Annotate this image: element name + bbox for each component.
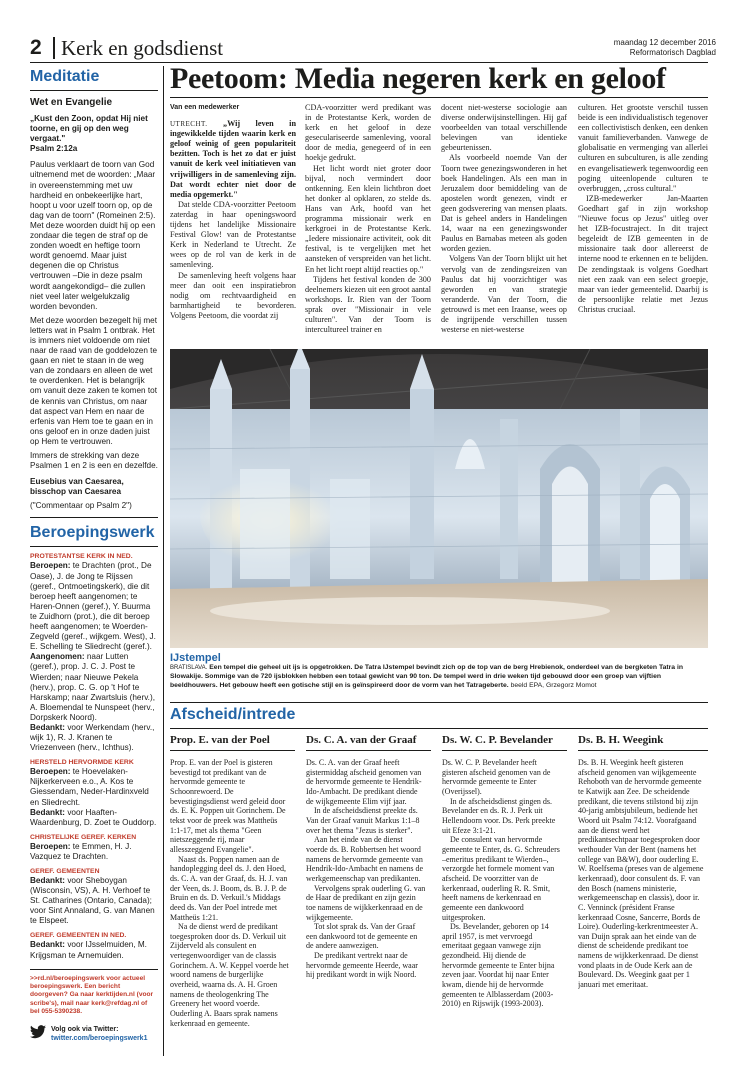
beroep-section-title: CHRISTELIJKE GEREF. KERKEN bbox=[30, 833, 137, 841]
beroep-entry: Bedankt: voor IJsselmuiden, M. Krijgsman te Arnemuiden. bbox=[30, 940, 147, 960]
article-paragraph: culturen. Het grootste verschil tussen beide is een individualistisch tegenover een collectivistisch denken, een denken vanuit familieverbanden. Vanwege de globalisatie en vermenging van allerlei culturen en subculturen, is alle zending en evangelisatiewerk tegenwoordig een poging uiteenlopende culturen te overbruggen, „cross cultural." bbox=[578, 103, 708, 193]
ice-temple-photo bbox=[170, 349, 708, 648]
beroep-section-title: GEREF. GEMEENTEN bbox=[30, 868, 100, 875]
article-lead: „Wij leven in ingewikkelde tijden waarin kerk en geloof weinig of geen populariteit bezitten. Toch is het zo dat er juist vanuit de kerk veel initiatieven van vrijwilligers in de samenleving zijn. Dat wordt echter niet door de media opgemerkt." bbox=[170, 119, 296, 199]
headline-rule bbox=[170, 97, 708, 98]
article-paragraph: Volgens Van der Toorn blijkt uit het vervolg van de zendingsreizen van Paulus dat hij voorzichtiger was geworden en van strategie veranderde. Van der Toorn, die getrouwd is met een Iraanse, wees op de ingrijpende verschillen tussen westerse en niet-westerse bbox=[441, 254, 567, 335]
obit-paragraph: Ds. C. A. van der Graaf heeft gistermiddag afscheid genomen van de hervormde gemeente te Hendrik-Ido-Ambacht. De predikant diende de wijkgemeente Elim vijf jaar. bbox=[306, 758, 422, 806]
afscheid-top-rule bbox=[170, 702, 708, 703]
page-number: 2 bbox=[30, 36, 42, 59]
obit-rule bbox=[170, 750, 295, 751]
beroep-section-title: PROTESTANTSE KERK IN NED. bbox=[30, 553, 133, 561]
beroep-entry: Beroepen: te Hoevelaken-Nijkerkerveen e.o., A. Kos te Giessendam, Neder-Hardinxveld en Sliedrecht. bbox=[30, 767, 149, 807]
obit-paragraph: Vervolgens sprak ouderling G. van de Haar de predikant en zijn gezin toe namens de wijkkerkenraad en de wijkgemeente. bbox=[306, 883, 426, 922]
twitter-text bbox=[51, 1025, 147, 1043]
obit-paragraph: De predikant vertrekt naar de hervormde gemeente Heerde, waar hij predikant wordt in wijk Noord. bbox=[306, 951, 418, 980]
meditatie-heading: Meditatie bbox=[30, 68, 100, 85]
sidebar-divider bbox=[163, 66, 164, 1056]
article-byline: Van een medewerker bbox=[170, 104, 240, 111]
obit-body bbox=[306, 758, 426, 1058]
article-headline: Peetoom: Media negeren kerk en geloof bbox=[170, 62, 666, 95]
beroep-section-title: HERSTELD HERVORMDE KERK bbox=[30, 759, 134, 767]
obit-paragraph: Aan het einde van de dienst voerde ds. B. Robbertsen het woord namens de hervormde gemeente van Hendrik-Ido-Ambacht en namens de werkgemeenschap van predikanten. bbox=[306, 835, 424, 883]
beroep-section-title: GEREF. GEMEENTEN IN NED. bbox=[30, 932, 127, 940]
obit-paragraph: Naast ds. Poppen namen aan de handoplegging deel ds. J. den Hoed, ds. C. A. van der Graaf, ds. H. J. van der Veen, ds. J. Boom, ds. B. J. P. de Bruin en ds. D. Verkuil.'s Middags deed ds. Van der Poel intrede met Mattheüs 1:21. bbox=[170, 854, 288, 922]
obit-rule bbox=[442, 750, 567, 751]
meditatie-body-3: Immers de strekking van deze Psalmen 1 en 2 is een en dezelfde. bbox=[30, 451, 158, 471]
beroepingswerk-heading: Beroepingswerk bbox=[30, 524, 155, 542]
obit-title: Ds. B. H. Weegink bbox=[578, 734, 664, 746]
article-paragraph: IZB-medewerker Jan-Maarten Goedhart gaf in zijn workshop "Nieuwe focus op Jezus" uitleg over het IZB-focustraject. In dit traject begeleidt de IZB gemeenten in de missionaire taak door allereerst de interne nood te erkennen en te belijden. De zendingstaak is volgens Goedhart niet een zaak van een select groepje, maar van ieder gemeentelid. Daarbij is de persoonlijke relatie met Jezus Christus cruciaal. bbox=[578, 193, 708, 314]
article-paragraph: De samenleving heeft volgens haar meer dan ooit een inspiratiebron nodig om rechtvaardigheid en barmhartigheid te bevorderen. Volgens Peetoom, die voordat zij bbox=[170, 270, 296, 320]
article-paragraph: Dat stelde CDA-voorzitter Peetoom zaterdag in haar openingswoord tijdens het landelijke Missionaire Festival Glow! van de Protestantse Kerk in Nederland te Utrecht. Ze wees op de rol van de kerk in de samenleving. bbox=[170, 199, 296, 270]
obit-paragraph: In de afscheidsdienst preekte ds. Van der Graaf vanuit Markus 1:1–8 over het thema "Jezus is sterker". bbox=[306, 806, 420, 835]
article-paragraph: Tijdens het festival konden de 300 deelnemers kiezen uit een groot aantal workshops. Ir. Rien van der Toorn sprak over "Missionair in vele culturen". Van der Toorn is intercultureel trainer en bbox=[305, 274, 431, 335]
meditatie-title: Wet en Evangelie bbox=[30, 97, 113, 108]
obit-title: Prop. E. van der Poel bbox=[170, 734, 270, 746]
article-col-2 bbox=[305, 103, 431, 343]
meditatie-signature-name: Eusebius van Caesarea, bbox=[30, 477, 124, 487]
meditatie-source: ("Commentaar op Psalm 2") bbox=[30, 501, 132, 511]
obit-paragraph: Ds. W. C. P. Bevelander heeft gisteren afscheid genomen van de hervormde gemeente te Enter (Overijssel). bbox=[442, 758, 551, 796]
meditatie-quote: „Kust den Zoon, opdat Hij niet toorne, en gij op den weg vergaat." bbox=[30, 114, 148, 144]
obit-paragraph: Tot slot sprak ds. Van der Graaf een dankwoord tot de gemeente en de andere aanwezigen. bbox=[306, 922, 418, 951]
twitter-label: Volg ook via Twitter: bbox=[51, 1025, 119, 1033]
sidebar bbox=[30, 66, 158, 1056]
beroepingswerk-rule bbox=[30, 546, 158, 547]
twitter-bird-icon bbox=[30, 1025, 46, 1039]
article-lead-paragraph bbox=[170, 119, 296, 200]
caption-credit: beeld EPA, Grzegorz Momot bbox=[510, 681, 597, 689]
photo-caption-title: IJstempel bbox=[170, 652, 221, 664]
twitter-block bbox=[30, 1025, 158, 1043]
obit-paragraph: In de afscheidsdienst gingen ds. Bevelander en ds. R. J. Perk uit Hellendoorn voor. Ds. Perk preekte uit Efeze 3:1-21. bbox=[442, 796, 556, 835]
obit-body bbox=[442, 758, 562, 1058]
article-paragraph: Als voorbeeld noemde Van der Toorn twee genezingswonderen in het boek Handelingen. Als een man in Jeruzalem door bemiddeling van de apostelen wordt genezen, vindt er geen godsverering van mensen plaats. Dat is geheel anders in Handelingen 14, waar na een genezingswonder Paulus en Barnabas meteen als goden worden gezien. bbox=[441, 153, 567, 254]
article-paragraph: CDA-voorzitter werd predikant was in de Protestantse Kerk, worden de kerk en het geloof in deze geseculariseerde samenleving, vooral door de media, genegeerd of in een hoekje gedrukt. bbox=[305, 103, 431, 163]
article-dateline: UTRECHT. bbox=[170, 120, 208, 129]
obit-paragraph: Prop. E. van der Poel is gisteren bevestigd tot predikant van de hervormde gemeente te Schoonrewoerd. De bevestigingsdienst werd geleid door ds. E. K. Poppen uit Gorinchem. De tekst voor de preek was Mattheüs 1:1-17, met als thema "Geen nietszeggende rij, maar allesszeggend Evangelie". bbox=[170, 758, 286, 854]
caption-dateline: BRATISLAVA. bbox=[170, 665, 208, 671]
masthead-date-block bbox=[614, 38, 716, 58]
obit-body bbox=[578, 758, 706, 1058]
meditatie-body-2: Met deze woorden bezegelt hij met letters wat in Psalm 1 ontbrak. Het is immers niet voldoende om niet naar de raad van de goddelozen te gaan en niet te staan in de weg van de zondaars en alleen de wet te overdenken. Het is belangrijk om vanuit deze zaken te komen tot de kennis van Christus, om naar dat aspect van Hem en naar de erfenis van Hem toe te gaan en in ons geloof en in onze daden juist op Hem te vertrouwen. bbox=[30, 315, 158, 446]
beroep-footer-rule bbox=[30, 969, 158, 970]
beroep-entry: Beroepen: te Emmen, H. J. Vazquez te Drachten. bbox=[30, 841, 132, 861]
article-paragraph: Het licht wordt niet groter door bijval, noch vermindert door ontkenning. Een klein lichtbron doet het donker al opklaren, zo stelde ds. Hans van Ark, hoofd van het programma missionair werk en kerkgroei in de Protestantse Kerk. „Iedere missionaire activiteit, ook dit festival, is te vergelijken met het aansteken of verspreiden van het licht. En het licht roept altijd reacties op." bbox=[305, 163, 431, 274]
ice-temple-illustration bbox=[170, 349, 708, 648]
photo-caption bbox=[170, 664, 708, 691]
beroep-entry: Bedankt: voor Haaften-Waardenburg, D. Zoet te Ouddorp. bbox=[30, 807, 157, 827]
paper-name: Reformatorisch Dagblad bbox=[629, 48, 716, 57]
obit-body bbox=[170, 758, 290, 1058]
obit-paragraph: Na de dienst werd de predikant toegesproken door ds. D. Verkuil uit Zijderveld als consulent en vertegenwoordiger van de classis Gorinchem. A. W. Keppel voerde het woord namens de burgerlijke overheid, waarna ds. A. H. Groen namens de theologenkring The Greenery het woord voerde. Ouderling A. Baars sprak namens kerkenraad en gemeente. bbox=[170, 922, 289, 1028]
obit-title: Ds. C. A. van der Graaf bbox=[306, 734, 417, 746]
beroep-entry: Beroepen: te Drachten (prot., De Oase), J. de Jong te Rijssen (geref., Ontmoetingskerk), die dit beroep heeft aangenomen; te Haren-Onnen (geref.), Y. Buurma te Zuidhorn (prot.), die dit beroep heeft aangenomen; te Woerden-Zegveld (geref., wijkgem. West), J. E. Schelling te Sliedrecht (geref.). bbox=[30, 561, 156, 652]
issue-date: maandag 12 december 2016 bbox=[613, 38, 716, 47]
meditatie-body-1: Paulus verklaart de toorn van God uitnemend met de woorden: „Maar in overeenstemming met uw hardheid en onbekeerlijke hart, hoopt u voor uzelf toorn op, op de dag van de toorn" (Romeinen 2:5). Met deze woorden duidt hij op een zondaar die tegen de straf op de zonden woedt en heftige toorn wordt genoemd. Maar juist degenen die op Christus vertrouwen –Die in deze psalm wordt aangekondigd– die zullen niet veel later welgelukzalig worden bevonden. bbox=[30, 160, 156, 311]
masthead-divider bbox=[53, 37, 55, 59]
beroepingswerk-top-rule bbox=[30, 517, 158, 518]
obit-paragraph: Ds. B. H. Weegink heeft gisteren afscheid genomen van wijkgemeente Rehoboth van de hervormde gemeente te Katwijk aan Zee. De scheidende predikant, die tevens stilstond bij zijn 40-jarig ambtsjubileum, bediende het Woord uit Psalm 74:12. Voorafgaand aan de dienst werd het predikantsechtpaar toegesproken door wethouder Van der Bent (namens het college van B&W), door ouderling E. W. Roelfsema (preses van de algemene kerkenraad), door consulent ds. F. van den Bosch (namens ministerie, werkgemeenschap en classis), door ir. C. Venninck (président Franse kerkenraad Cosne, Sancerre, Bords de Loire). Ouderling-kerkrentmeester A. van Duijn sprak aan het einde van de dienst de scheidende predikant toe namens de wijkkerkenraad. De dienst vond plaats in de Oude Kerk aan de Boulevard. Ds. Weegink gaat per 1 januari met emeritaat. bbox=[578, 758, 704, 990]
beroep-entry: Aangenomen: naar Lutten (geref.), prop. J. C. J. Post te Wierden; naar Nieuwe Pekela (herv.), prop. C. G. op 't Hof te Harskamp; naar Zwartsluis (herv.), A. Bloemendal te Nunspeet (herv., Dorpskerk Noord). bbox=[30, 652, 155, 722]
article-col-3 bbox=[441, 103, 567, 343]
obit-rule bbox=[578, 750, 708, 751]
twitter-link[interactable]: twitter.com/beroepingswerk1 bbox=[51, 1034, 148, 1042]
article-col-4 bbox=[578, 103, 708, 343]
meditatie-quote-ref: Psalm 2:12a bbox=[30, 144, 78, 154]
obit-title: Ds. W. C. P. Bevelander bbox=[442, 734, 553, 746]
beroep-entry: Bedankt: voor Werkendam (herv., wijk 1), R. J. Kranen te Vriezenveen (herv., Ichthus). bbox=[30, 722, 155, 753]
afscheid-rule bbox=[170, 728, 708, 729]
beroep-entry: Bedankt: voor Sheboygan (Wisconsin, VS), A. H. Verhoef te St. Catharines (Ontario, Canada); voor Sint Annaland, G. van Manen te Elspeet. bbox=[30, 876, 155, 926]
article-col-1 bbox=[170, 103, 296, 343]
obit-paragraph: De consulent van hervormde gemeente te Enter, ds. G. Schreuders –emeritus predikant te Wierden–, verzorgde het formele moment van afscheid. De voorzitter van de kerkenraad, ouderling R. R. Smit, heeft namens de kerkenraad en gemeente een dankwoord uitgesproken. bbox=[442, 835, 560, 922]
meditatie-rule bbox=[30, 90, 158, 91]
afscheid-heading: Afscheid/intrede bbox=[170, 706, 296, 723]
caption-text: Een tempel die geheel uit ijs is opgetrokken. De Tatra IJstempel bevindt zich op de top van de berg Hrebienok, onderdeel van de bergketen Tatra in Slowakije. Sommige van de 720 ijsblokken hebben een totaal gewicht van 90 ton. De tempel werd in drie weken tijd gebouwd door een groep van vijftien beeldhouwers. Het gebouw heeft een gotische stijl en is geïnspireerd door de vorm van het Tatrageberte. bbox=[170, 664, 684, 689]
article-paragraph: docent niet-westerse sociologie aan diverse onderwijsinstellingen. Hij gaf voorbeelden van totaal verschillende belevingen van identieke gebeurtenissen. bbox=[441, 103, 567, 153]
meditatie-signature-role: bisschop van Caesarea bbox=[30, 487, 122, 497]
beroep-footer-text: >>rd.nl/beroepingswerk voor actueel beroepingswerk. Een bericht doorgeven? Ga naar kerktijden.nl (voor scribe's), mail naar kerk@refdag.nl of bel 055-5390238. bbox=[30, 974, 154, 1016]
obit-paragraph: Ds. Bevelander, geboren op 14 april 1957, is met vervroegd emeritaat gegaan vanwege zijn gezondheid. Hij diende de hervormde gemeente te Enter bijna zeven jaar. Voordat hij naar Enter kwam, diende hij de hervormde gemeenten te Alblasserdam (2003-2010) en Rijswijk (1993-2003). bbox=[442, 922, 555, 1009]
obit-rule bbox=[306, 750, 431, 751]
section-title: Kerk en godsdienst bbox=[61, 36, 224, 60]
